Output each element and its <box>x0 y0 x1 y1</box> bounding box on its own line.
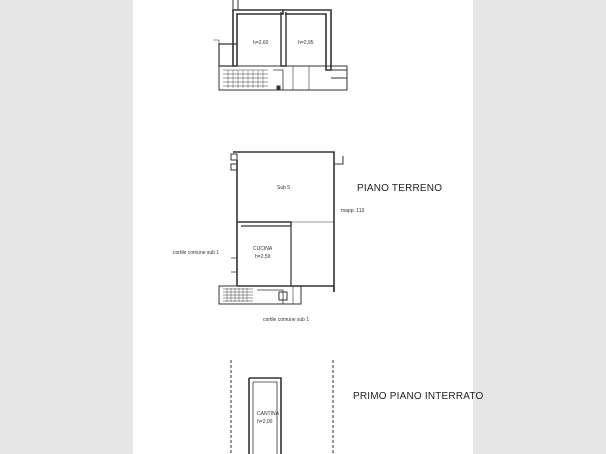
courtyard-bottom-label: cortile comune sub 1 <box>263 317 310 323</box>
kitchen-height: h=2,59 <box>255 254 271 260</box>
sub-label: Sub 5 <box>277 185 291 191</box>
upper-room-left-height: h=2,60 <box>253 40 269 46</box>
map-label: mapp. 113 <box>341 208 365 214</box>
upper-room-right-height: h=2,95 <box>298 40 314 46</box>
cellar-label: CANTINA <box>257 411 279 417</box>
upper-plan <box>213 0 347 90</box>
floor-plan-sheet <box>133 0 484 454</box>
kitchen-label: CUCINA <box>253 246 273 252</box>
ground-floor-title: PIANO TERRENO <box>357 183 443 194</box>
basement-title: PRIMO PIANO INTERRATO <box>353 391 484 402</box>
basement-plan <box>231 360 333 454</box>
ground-floor-plan <box>219 152 343 304</box>
courtyard-left-label: cortile comune sub 1 <box>173 250 220 256</box>
floor-plan-drawing <box>133 0 473 454</box>
cellar-height: h=2,00 <box>257 419 273 425</box>
